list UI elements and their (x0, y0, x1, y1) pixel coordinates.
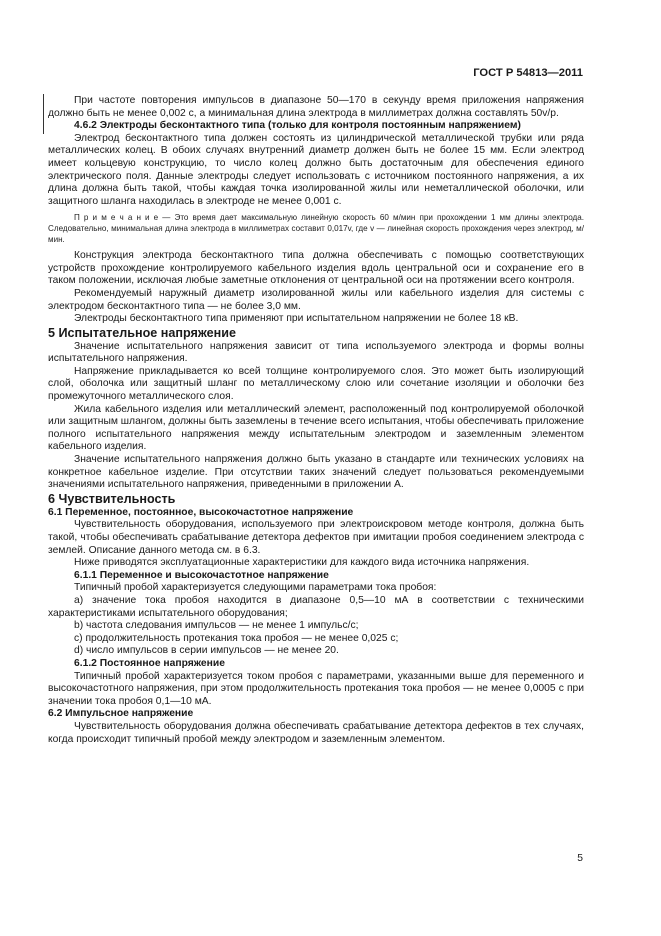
paragraph: Типичный пробой характеризуется следующими параметрами тока пробоя: (74, 582, 437, 594)
document-header: ГОСТ Р 54813—2011 (473, 67, 583, 79)
list-item: a) значение тока пробоя находится в диапазоне 0,5—10 мА в соответствии с техническими характеристиками испытательного оборудования; (48, 594, 584, 619)
paragraph: Чувствительность оборудования должна обеспечивать срабатывание детектора дефектов в тех случаях, когда происходит типичный пробой между электродом и заземленным элементом. (48, 720, 584, 745)
document-body (48, 95, 584, 746)
list-item: b) частота следования импульсов — не менее 1 импульс/с; (74, 620, 359, 632)
paragraph: Рекомендуемый наружный диаметр изолированной жилы или кабельного изделия для системы с электродом бесконтактного типа — не более 3,0 мм. (48, 287, 584, 312)
section-heading: 5 Испытательное напряжение (48, 325, 237, 340)
paragraph: Чувствительность оборудования, используемого при электроискровом методе контроля, должна быть такой, чтобы обеспечивать срабатывание детектора дефектов при имитации пробоя соединением электрода с землей. Описание данного метода см. в 6.3. (48, 519, 584, 556)
subsection-heading: 6.1 Переменное, постоянное, высокочастотное напряжение (48, 506, 354, 518)
paragraph: Значение испытательного напряжения зависит от типа используемого электрода и формы волны испытательного напряжения. (48, 340, 584, 365)
paragraph: Значение испытательного напряжения должно быть указано в стандарте или технических условиях на конкретное кабельное изделие. При отсутствии таких значений следует пользоваться рекомендуемыми значениями испытательного напряжения, приведенными в приложении А. (48, 454, 584, 491)
paragraph: Ниже приводятся эксплуатационные характеристики для каждого вида источника напряжения. (74, 557, 530, 569)
clause-heading: 4.6.2 Электроды бесконтактного типа (только для контроля постоянным напряжением) (74, 120, 521, 132)
note: П р и м е ч а н и е — Это время дает максимальную линейную скорость 60 м/мин при прохождении 1 мм длины электрода. Следовательно, минимальная длина электрода в миллиметрах составит 0,017v, где v — линейная скорость прохождения через электрод, м/мин. (48, 213, 584, 244)
clause-heading: 6.1.1 Переменное и высокочастотное напряжение (74, 569, 329, 581)
section-heading: 6 Чувствительность (48, 491, 176, 506)
page-number: 5 (577, 853, 583, 864)
paragraph: Электроды бесконтактного типа применяют при испытательном напряжении не более 18 кВ. (74, 313, 519, 325)
change-bar (43, 94, 44, 134)
subsection-heading: 6.2 Импульсное напряжение (48, 708, 194, 720)
list-item: c) продолжительность протекания тока пробоя — не менее 0,025 с; (74, 632, 399, 644)
paragraph: Конструкция электрода бесконтактного типа должна обеспечивать с помощью соответствующих устройств прохождение контролируемого кабельного изделия вдоль центральной оси и сохранение его в таком положении, исключая любые заметные отклонения от центральной оси на протяжении всего контроля. (48, 250, 584, 287)
paragraph: При частоте повторения импульсов в диапазоне 50—170 в секунду время приложения напряжения должно быть не менее 0,002 с, а минимальная длина электрода в миллиметрах должна составлять 50v/p. (48, 95, 584, 119)
paragraph: Жила кабельного изделия или металлический элемент, расположенный под контролируемой оболочкой или защитным шлангом, должны быть заземлены в течение всего испытания, чтобы обеспечивать приложение полного испытательного напряжения между испытательным электродом и заземленным элементом кабельного изделия. (48, 403, 584, 453)
list-item: d) число импульсов в серии импульсов — не менее 20. (74, 645, 339, 657)
paragraph: Напряжение прикладывается ко всей толщине контролируемого слоя. Это может быть изолирующий слой, оболочка или защитный шланг по металлическому слою или сочетание изоляции и оболочки без промежуточного металлического слоя. (48, 365, 584, 403)
paragraph: Электрод бесконтактного типа должен состоять из цилиндрической металлической трубки или ряда металлических колец. В обоих случаях внутренний диаметр должен быть не более 15 мм. Если электрод имеет кольцевую конструкцию, то число колец должно быть достаточным для обеспечения единого электрического поля. Данные электроды следует использовать с источником постоянного напряжения, а их длина должна быть такой, чтобы каждая точка изолированной жилы или неметаллической оболочки, или защитного шланга находилась в электроде не менее 0,001 с. (48, 132, 584, 207)
paragraph: Типичный пробой характеризуется током пробоя с параметрами, указанными выше для переменного и высокочастотного напряжения, при этом продолжительность протекания тока пробоя — не менее 0,0005 с при значении тока пробоя 0,1—10 мА. (48, 670, 584, 707)
clause-heading: 6.1.2 Постоянное напряжение (74, 657, 225, 669)
